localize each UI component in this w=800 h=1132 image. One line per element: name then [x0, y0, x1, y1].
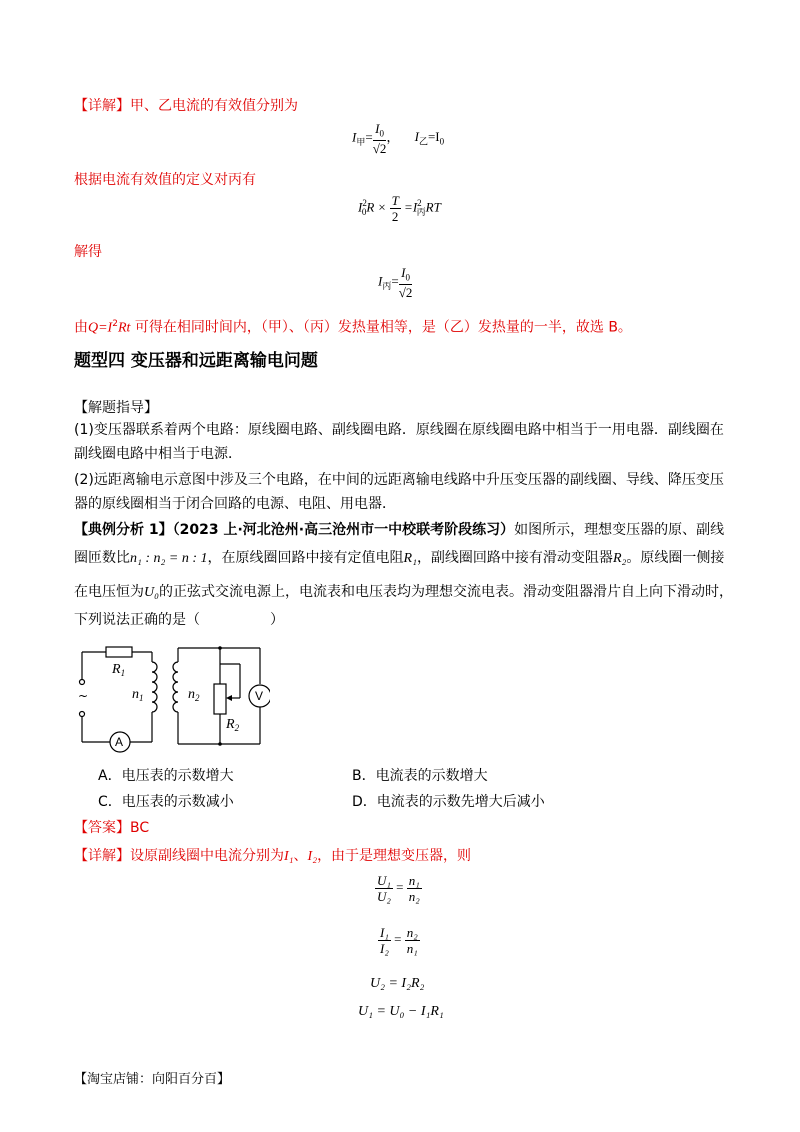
option-d[interactable]: D．电流表的示数先增大后减小	[352, 794, 545, 810]
option-c[interactable]: C．电压表的示数减小	[98, 794, 234, 810]
example-source: （2023 上·河北沧州·高三沧州市一中校联考阶段练习）	[172, 522, 515, 538]
example-line-1: 【典例分析 1】（2023 上·河北沧州·高三沧州市一中校联考阶段练习）如图所示，理想变压器的原、副线	[74, 522, 725, 538]
equation-voltage-ratio: $\frac{\text{U₁}}{\text{U₂}}$ = $\frac{\text{n₁}}{\text{n₂}}$	[377, 873, 420, 904]
guide-label: 【解题指导】	[74, 400, 158, 416]
ac-source-symbol: ~	[78, 689, 89, 703]
secondary-coil	[173, 662, 178, 712]
equation-result: $I_丙=$ $\frac{I_0}{√2}$	[378, 265, 413, 300]
equation-heat: $I^2_0R$ × $\frac{T}{2}$ $=I^2_丙RT$	[358, 193, 441, 224]
section-title: 题型四 变压器和远距离输电问题	[74, 351, 318, 371]
resistor-r1	[106, 647, 132, 657]
equation-u1: U₁ = U₀ − I₁R₁	[358, 1004, 444, 1019]
example-line-2: 圈匝数比n₁ : n₂ = n : 1，在原线圈回路中接有定值电阻R₁，副线圈回路中接有滑动变阻器R₂。原线圈一侧接	[74, 550, 725, 566]
guide-line-4: 器的原线圈相当于闭合回路的电源、电阻、用电器．	[74, 496, 396, 512]
option-a[interactable]: A．电压表的示数增大	[98, 768, 234, 784]
n2-label: $n_2$	[188, 687, 200, 703]
equation-current-ratio: $\frac{\text{I₁}}{\text{I₂}}$ = $\frac{\text{n₂}}{\text{n₁}}$	[380, 925, 418, 956]
option-b[interactable]: B．电流表的示数增大	[352, 768, 488, 784]
detail-text: 甲、乙电流的有效值分别为	[130, 98, 298, 114]
r1-label: $R_1$	[112, 662, 126, 678]
voltmeter-label: V	[255, 689, 264, 703]
ammeter-label: A	[115, 735, 124, 749]
source-terminal-top	[80, 680, 85, 685]
detail-line-1	[74, 96, 298, 116]
guide-line-3: (2)远距离输电示意图中涉及三个电路，在中间的远距离输电线路中升压变压器的副线圈、导线、降压变压	[74, 472, 724, 488]
primary-coil	[152, 662, 157, 712]
source-terminal-bottom	[80, 712, 85, 717]
guide-line-2: 副线圈电路中相当于电源．	[74, 446, 242, 462]
detail2-line: 【详解】设原副线圈中电流分别为I₁、I₂，由于是理想变压器，则	[74, 848, 472, 864]
rheostat-r2	[214, 684, 226, 714]
detail-label: 【详解】	[74, 98, 130, 114]
example-label: 【典例分析 1】	[74, 522, 173, 538]
n1-label: $n_1$	[132, 687, 144, 703]
solve-label: 解得	[74, 244, 102, 260]
guide-line-1: (1)变压器联系着两个电路：原线圈电路、副线圈电路．原线圈在原线圈电路中相当于一用电器．副线圈在	[74, 422, 724, 438]
conclusion-line: 由$Q=I^2Rt$ 可得在相同时间内，（甲）、（丙）发热量相等，是（乙）发热量的一半，故选 B。	[74, 319, 632, 336]
transformer-circuit-diagram	[70, 634, 270, 754]
answer-value: BC	[130, 820, 150, 836]
definition-line: 根据电流有效值的定义对丙有	[74, 172, 256, 188]
r2-label: $R_2$	[226, 717, 240, 733]
footer-shop: 【淘宝店铺：向阳百分百】	[74, 1072, 231, 1087]
answer-line: 【答案】BC	[74, 820, 150, 836]
equation-effective-values: $I_甲=$ $\frac{I_0}{√2}$ ， $I_乙=I_0$	[352, 121, 445, 156]
slider-arrow-icon	[226, 695, 232, 701]
example-line-3: 在电压恒为U₀的正弦式交流电源上，电流表和电压表均为理想交流电表。滑动变阻器滑片自上向下滑动时，	[74, 584, 733, 600]
equation-u2: U₂ = I₂R₂	[370, 976, 425, 991]
example-line-4: 下列说法正确的是（ ）	[74, 612, 284, 628]
